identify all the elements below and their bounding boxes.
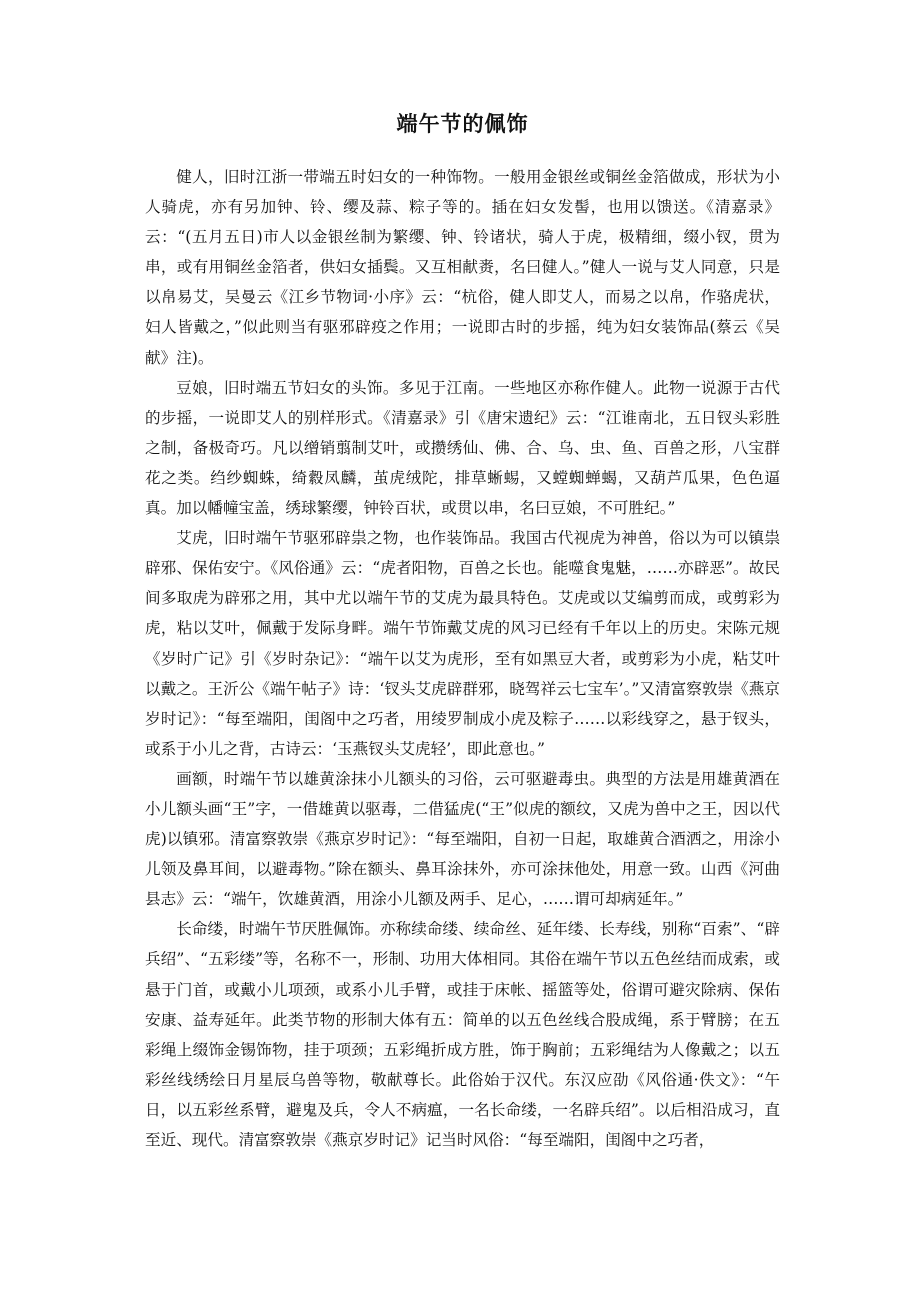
paragraph-aihu: 艾虎，旧时端午节驱邪辟祟之物，也作装饰品。我国古代视虎为神兽，俗以为可以镇祟辟邪、保佑安宁。《风俗通》云：“虎者阳物，百兽之长也。能噬食鬼魅，……亦辟恶”。故民间多取虎为辟邪之用，其中尤以端午节的艾虎为最具特色。艾虎或以艾编剪而成，或剪彩为虎，粘以艾叶，佩戴于发际身畔。端午节饰戴艾虎的风习已经有千年以上的历史。宋陈元规《岁时广记》引《岁时杂记》：“端午以艾为虎形，至有如黑豆大者，或剪彩为小虎，粘艾叶以戴之。王沂公《端午帖子》诗：‘钗头艾虎辟群邪，晓驾祥云七宝车’。”又清富察敦崇《燕京岁时记》：“每至端阳，闺阁中之巧者，用绫罗制成小虎及粽子……以彩线穿之，悬于钗头，或系于小儿之背，古诗云：‘玉燕钗头艾虎轻’，即此意也。”: [145, 529, 780, 758]
paragraph-douniang: 豆娘，旧时端五节妇女的头饰。多见于江南。一些地区亦称作健人。此物一说源于古代的步摇，一说即艾人的别样形式。《清嘉录》引《唐宋遗纪》云：“江谁南北，五日钗头彩胜之制，备极奇巧。凡以缯销翦制艾叶，或攒绣仙、佛、合、乌、虫、鱼、百兽之形，八宝群花之类。绉纱蜘蛛，绮縠凤麟，茧虎绒陀，排草蜥蜴，又螳蜘蝉蝎，又葫芦瓜果，色色逼真。加以幡幢宝盖，绣球繁缨，钟铃百状，或贯以串，名曰豆娘，不可胜纪。”: [145, 378, 780, 518]
paragraph-jianren: 健人，旧时江浙一带端五时妇女的一种饰物。一般用金银丝或铜丝金箔做成，形状为小人骑虎，亦有另加钟、铃、缨及蒜、粽子等的。插在妇女发髻，也用以馈送。《清嘉录》云：“(五月五日)市人以金银丝制为繁缨、钟、铃诸状，骑人于虎，极精细，缀小钗，贯为串，或有用铜丝金箔者，供妇女插鬓。又互相献赉，名曰健人。”健人一说与艾人同意，只是以帛易艾，吴曼云《江乡节物词·小序》云：“杭俗，健人即艾人，而易之以帛，作骆虎状，妇人皆戴之，”似此则当有驱邪辟疫之作用；一说即古时的步摇，纯为妇女装饰品(蔡云《吴献》注)。: [145, 168, 780, 367]
paragraph-changminglv: 长命缕，时端午节厌胜佩饰。亦称续命缕、续命丝、延年缕、长寿线，别称“百索”、“辟兵绍”、“五彩缕”等，名称不一，形制、功用大体相同。其俗在端午节以五色丝结而成索，或悬于门首，或戴小儿项颈，或系小儿手臂，或挂于床帐、摇篮等处，俗谓可避灾除病、保佑安康、益寿延年。此类节物的形制大体有五：简单的以五色丝线合股成绳，系于臂膀；在五彩绳上缀饰金锡饰物，挂于项颈；五彩绳折成方胜，饰于胸前；五彩绳结为人像戴之；以五彩丝线绣绘日月星辰乌兽等物，敬献尊长。此俗始于汉代。东汉应劭《风俗通·佚文》：“午日，以五彩丝系臂，避鬼及兵，令人不病瘟，一名长命缕，一名辟兵绍”。以后相沿成习，直至近、现代。清富察敦崇《燕京岁时记》记当时风俗：“每至端阳，闺阁中之巧者，: [145, 920, 780, 1149]
paragraph-huae: 画额，时端午节以雄黄涂抹小儿额头的习俗，云可驱避毒虫。典型的方法是用雄黄酒在小儿额头画“王”字，一借雄黄以驱毒，二借猛虎(“王”似虎的额纹，又虎为兽中之王，因以代虎)以镇邪。清富察敦崇《燕京岁时记》：“每至端阳，自初一日起，取雄黄合酒洒之，用涂小儿领及鼻耳间，以避毒物。”除在额头、鼻耳涂抹外，亦可涂抹他处，用意一致。山西《河曲县志》云：“端午，饮雄黄酒，用涂小儿额及两手、足心，……谓可却病延年。”: [145, 769, 780, 909]
document-title: 端午节的佩饰: [396, 111, 529, 136]
document-page: [145, 108, 780, 1155]
